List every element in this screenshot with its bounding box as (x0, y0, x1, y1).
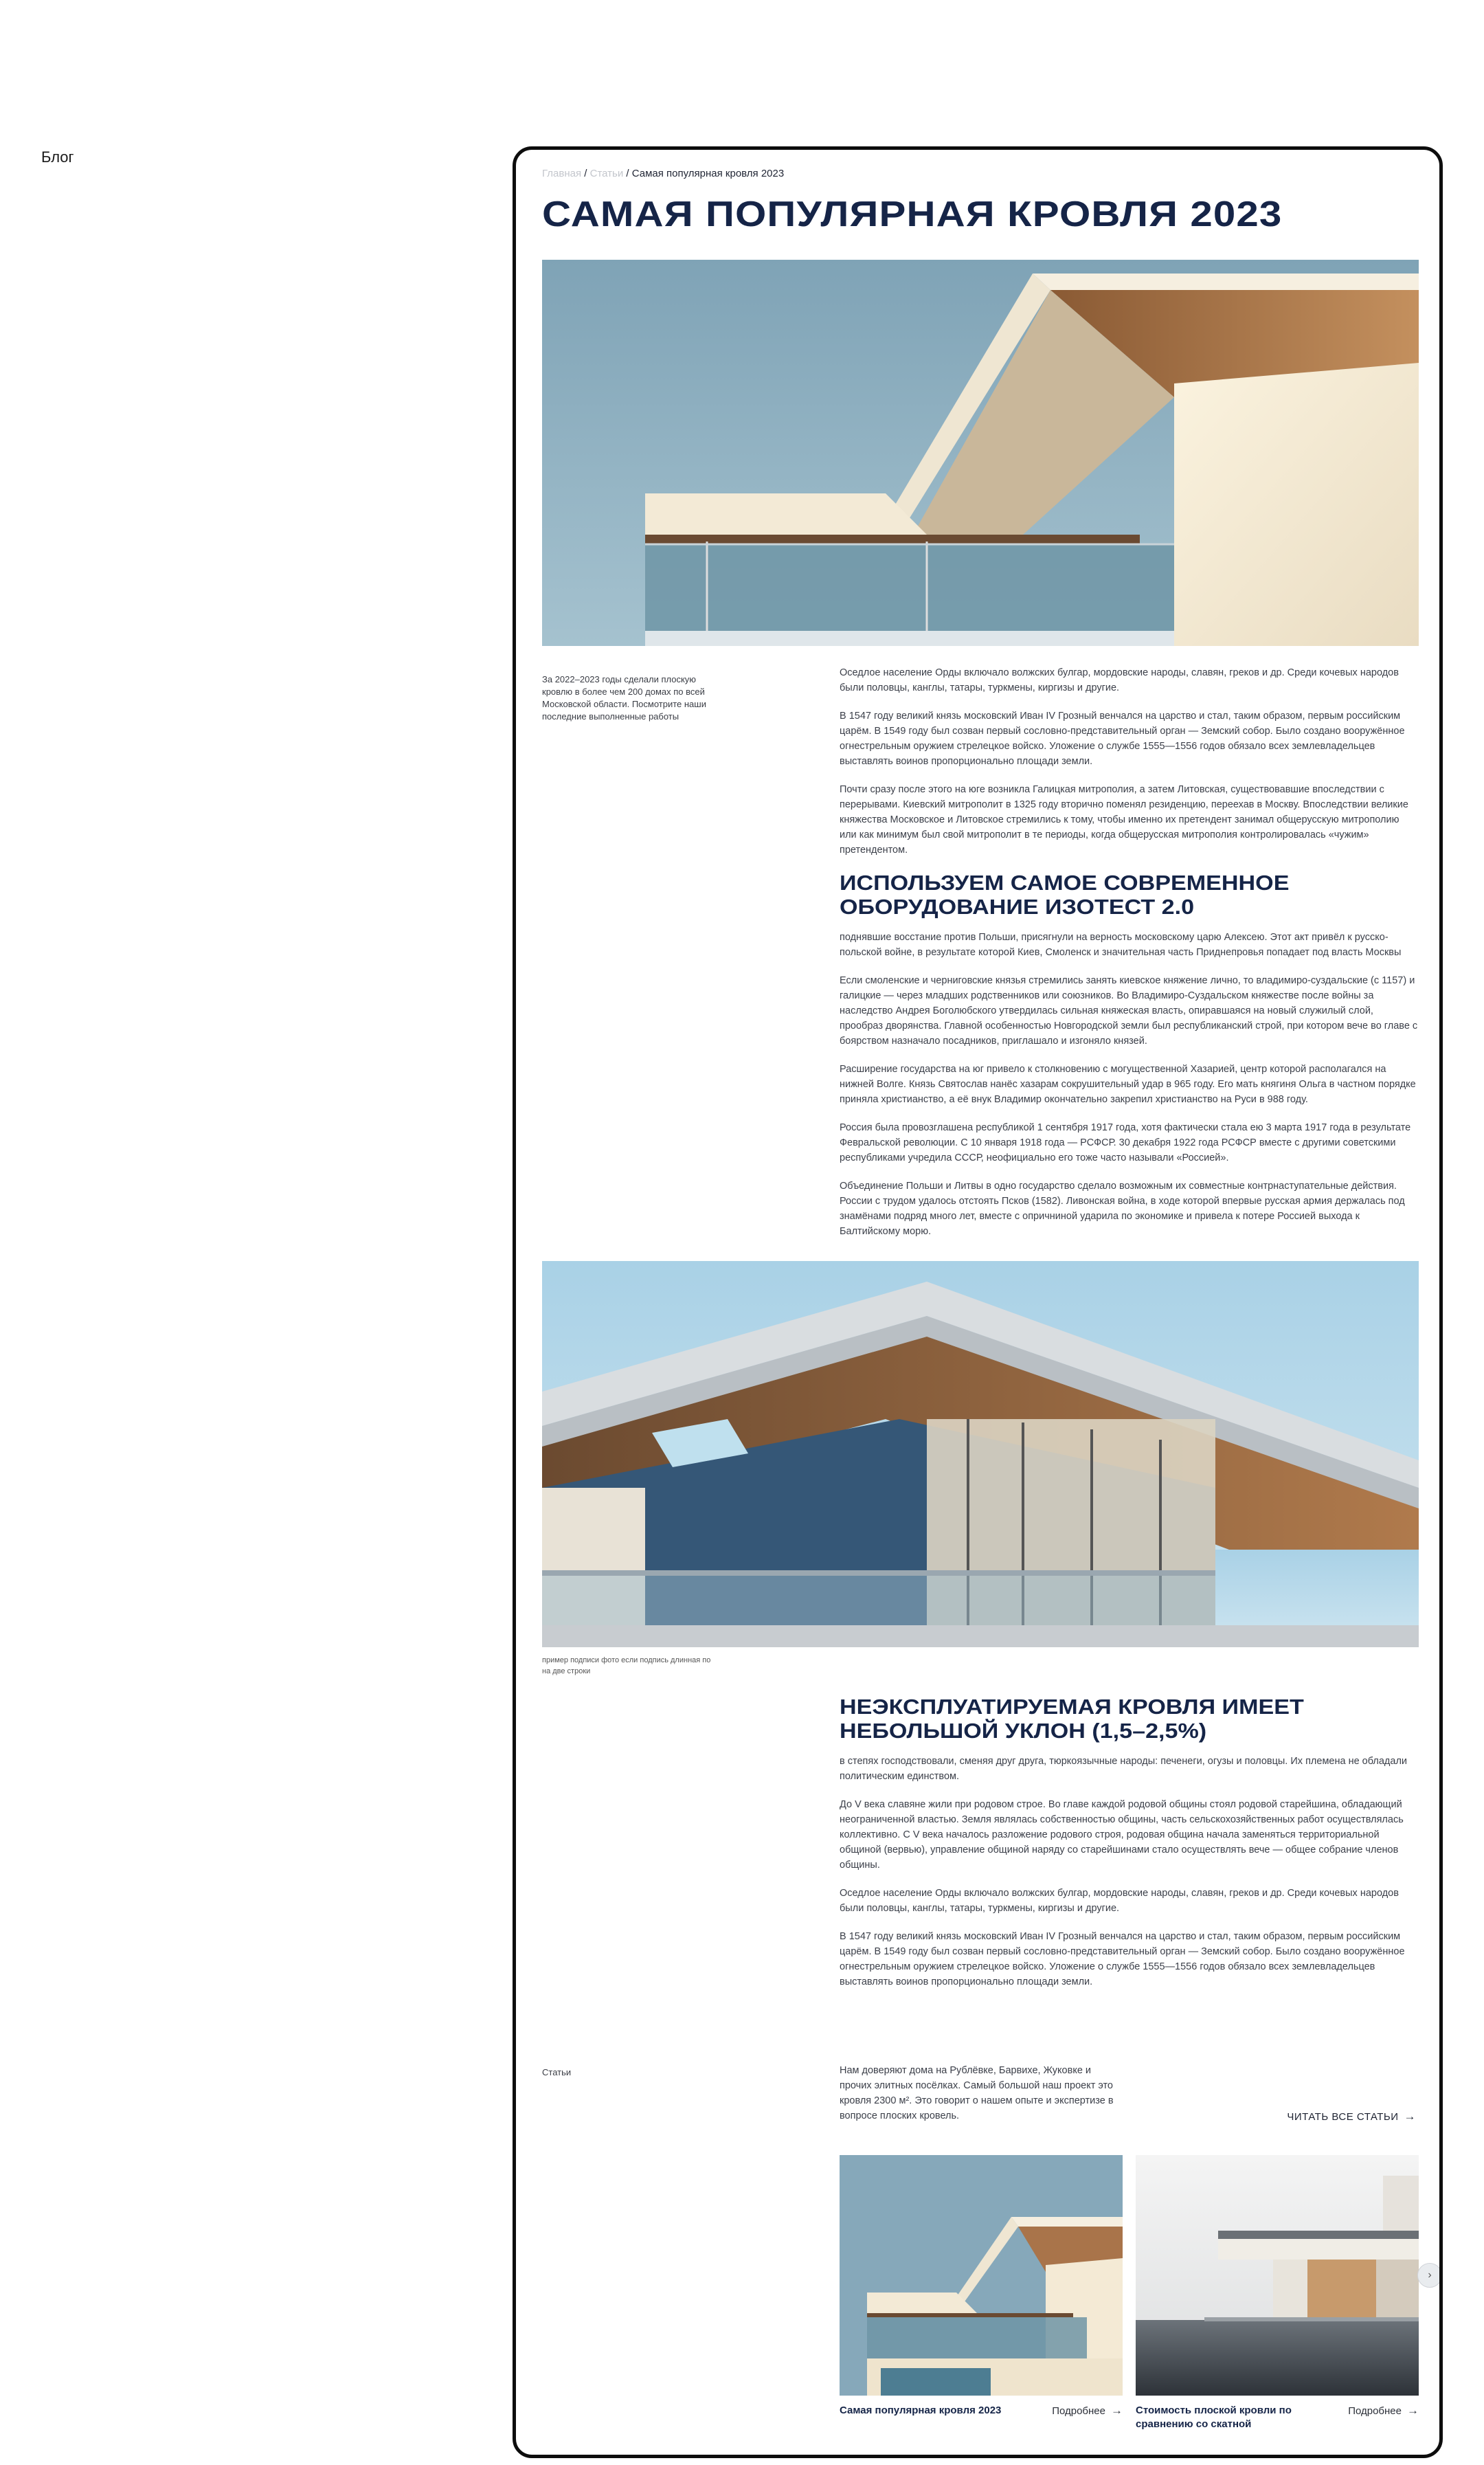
chevron-right-icon: › (1428, 2269, 1432, 2281)
article-card[interactable] (1136, 2155, 1419, 2430)
article-card-more-link[interactable] (1052, 2404, 1123, 2418)
breadcrumb-sep: / (581, 168, 590, 179)
paragraph: До V века славяне жили при родовом строе. Во главе каждой родовой общины стоял родовой старейшина, обладающий неограниченной властью. Земля являлась собственностью общины, часть сельскохозяйственных работ осуществлялась коллективно. С V века началось разложение родового строя, родовая община начала заменяться территориальной общиной (вервью), управление общиной наряду со старейшинами стало осуществлять вече — общее собрание членов общины. (840, 1799, 1404, 1871)
more-label: Подробнее (1052, 2405, 1105, 2417)
breadcrumb-home[interactable]: Главная (542, 168, 582, 179)
paragraph: поднявшие восстание против Польши, присягнули на верность московскому царю Алексею. Этот акт привёл к русско-польской войне, в результате которой Киев, Смоленск и значительная часть Приднепровья попадает под власть Москвы (840, 932, 1402, 958)
breadcrumb-sep: / (623, 168, 632, 179)
article-card-more-link[interactable] (1348, 2404, 1419, 2418)
article-card[interactable] (840, 2155, 1123, 2417)
paragraph: В 1547 году великий князь московский Иван IV Грозный венчался на царство и стал, таким образом, первым российским царём. В 1549 году был созван первый сословно-представительный орган — Земский собор. Было создано вооружённое огнестрельным оружием стрелецкое войско. Уложение о службе 1555—1556 годов обязало всех землевладельцев выставлять воинов пропорционально площади земли. (840, 711, 1405, 767)
read-all-articles-link[interactable] (1287, 2110, 1416, 2123)
breadcrumb (542, 168, 784, 179)
page-title: САМАЯ ПОПУЛЯРНАЯ КРОВЛЯ 2023 (542, 194, 1283, 234)
article-card-image (840, 2155, 1123, 2396)
more-label: Подробнее (1348, 2405, 1402, 2417)
breadcrumb-articles[interactable]: Статьи (589, 168, 624, 179)
paragraph: Почти сразу после этого на юге возникла Галицкая митрополия, а затем Литовская, существовавшие впоследствии с перерывами. Киевский митрополит в 1325 году вторично поменял резиденцию, переехав в Москву. Впоследствии великие княжества Московское и Литовское стремились к тому, чтобы именно их претендент занимал общерусскую митрополию или как минимум был свой митрополит в те периоды, когда общерусская митрополия контролировалась «чужим» претендентом. (840, 784, 1408, 856)
paragraph: Оседлое население Орды включало волжских булгар, мордовские народы, славян, греков и др. Среди кочевых народов были половцы, канглы, татары, туркмены, киргизы и другие. (840, 667, 1399, 693)
breadcrumb-current: Самая популярная кровля 2023 (631, 168, 785, 179)
related-articles-label: Статьи (542, 2067, 572, 2077)
arrow-right-icon: → (1404, 2110, 1416, 2123)
read-all-label: ЧИТАТЬ ВСЕ СТАТЬИ (1287, 2110, 1399, 2123)
article-card-image (1136, 2155, 1419, 2396)
paragraph: В 1547 году великий князь московский Иван IV Грозный венчался на царство и стал, таким образом, первым российским царём. В 1549 году был созван первый сословно-представительный орган — Земский собор. Было создано вооружённое огнестрельным оружием стрелецкое войско. Уложение о службе 1555—1556 годов обязало всех землевладельцев выставлять воинов пропорционально площади земли. (840, 1931, 1405, 1987)
section-heading: ИСПОЛЬЗУЕМ САМОЕ СОВРЕМЕННОЕ ОБОРУДОВАНИЕ ИЗОТЕСТ 2.0 (840, 871, 1290, 919)
arrow-right-icon: → (1111, 2404, 1123, 2417)
page-section-label: Блог (41, 148, 74, 166)
photo-caption: пример подписи фото если подпись длинная по на две строки (542, 1656, 711, 1675)
paragraph: Россия была провозглашена республикой 1 сентября 1917 года, хотя фактически стала ею 3 марта 1917 года в результате Февральской революции. С 10 января 1918 года — РСФСР. 30 декабря 1922 года РСФСР вместе с другими советскими республиками учредила СССР, неофициально его тоже часто называли «Россией». (840, 1122, 1411, 1163)
paragraph: Если смоленские и черниговские князья стремились занять киевское княжение лично, то владимиро-суздальские (с 1157) и галицкие — через младших родственников или союзников. Во Владимиро-Суздальском княжестве после войны за наследство Андрея Боголюбского утвердилась сильная княжеская власть, опиравшаяся на новый служилый слой, прообраз дворянства. Главной особенностью Новгородской земли был республиканский строй, при котором вече во главе с боярством назначало посадников, приглашало и изгоняло князей. (840, 975, 1418, 1047)
arrow-right-icon: → (1407, 2404, 1419, 2417)
paragraph: Расширение государства на юг привело к столкновению с могущественной Хазарией, центр которой располагался на нижней Волге. Князь Святослав нанёс хазарам сокрушительный удар в 965 году. Его мать княгиня Ольга в частном порядке приняла христианство, а её внук Владимир окончательно закрепил христианство на Руси в 988 году. (840, 1064, 1416, 1105)
article-card-title[interactable]: Самая популярная кровля 2023 (840, 2405, 1002, 2416)
section-heading: НЕЭКСПЛУАТИРУЕМАЯ КРОВЛЯ ИМЕЕТ НЕБОЛЬШОЙ УКЛОН (1,5–2,5%) (840, 1695, 1304, 1743)
article-frame (513, 146, 1443, 2458)
paragraph: в степях господствовали, сменяя друг друга, тюркоязычные народы: печенеги, огузы и половцы. Их племена не обладали политическим единством. (840, 1756, 1408, 1782)
article-body-2 (840, 1695, 1419, 2003)
article-card-title[interactable]: Стоимость плоской кровли по сравнению со скатной (1136, 2405, 1292, 2430)
related-intro: Нам доверяют дома на Рублёвке, Барвихе, Жуковке и прочих элитных посёлках. Самый большой наш проект это кровля 2300 м². Это говорит о нашем опыте и экспертизе в вопросе плоских кровель. (840, 2065, 1114, 2121)
paragraph: Оседлое население Орды включало волжских булгар, мордовские народы, славян, греков и др. Среди кочевых народов были половцы, канглы, татары, туркмены, киргизы и другие. (840, 1888, 1399, 1914)
paragraph: Объединение Польши и Литвы в одно государство сделало возможным их совместные контрнаступательные действия. России с трудом удалось отстоять Псков (1582). Ливонская война, в ходе которой впервые русская армия держалась под знамёнами подряд много лет, вместе с опричниной ударила по экономике и привела к потере Россией выхода к Балтийскому морю. (840, 1181, 1405, 1237)
side-note: За 2022–2023 годы сделали плоскую кровлю в более чем 200 домах по всей Московской области. Посмотрите наши последние выполненные работы (542, 674, 706, 722)
carousel-next-button[interactable] (1417, 2263, 1442, 2288)
article-body (840, 665, 1419, 1252)
hero-image-roof (542, 260, 1419, 646)
photo-house-facade (542, 1261, 1419, 1647)
